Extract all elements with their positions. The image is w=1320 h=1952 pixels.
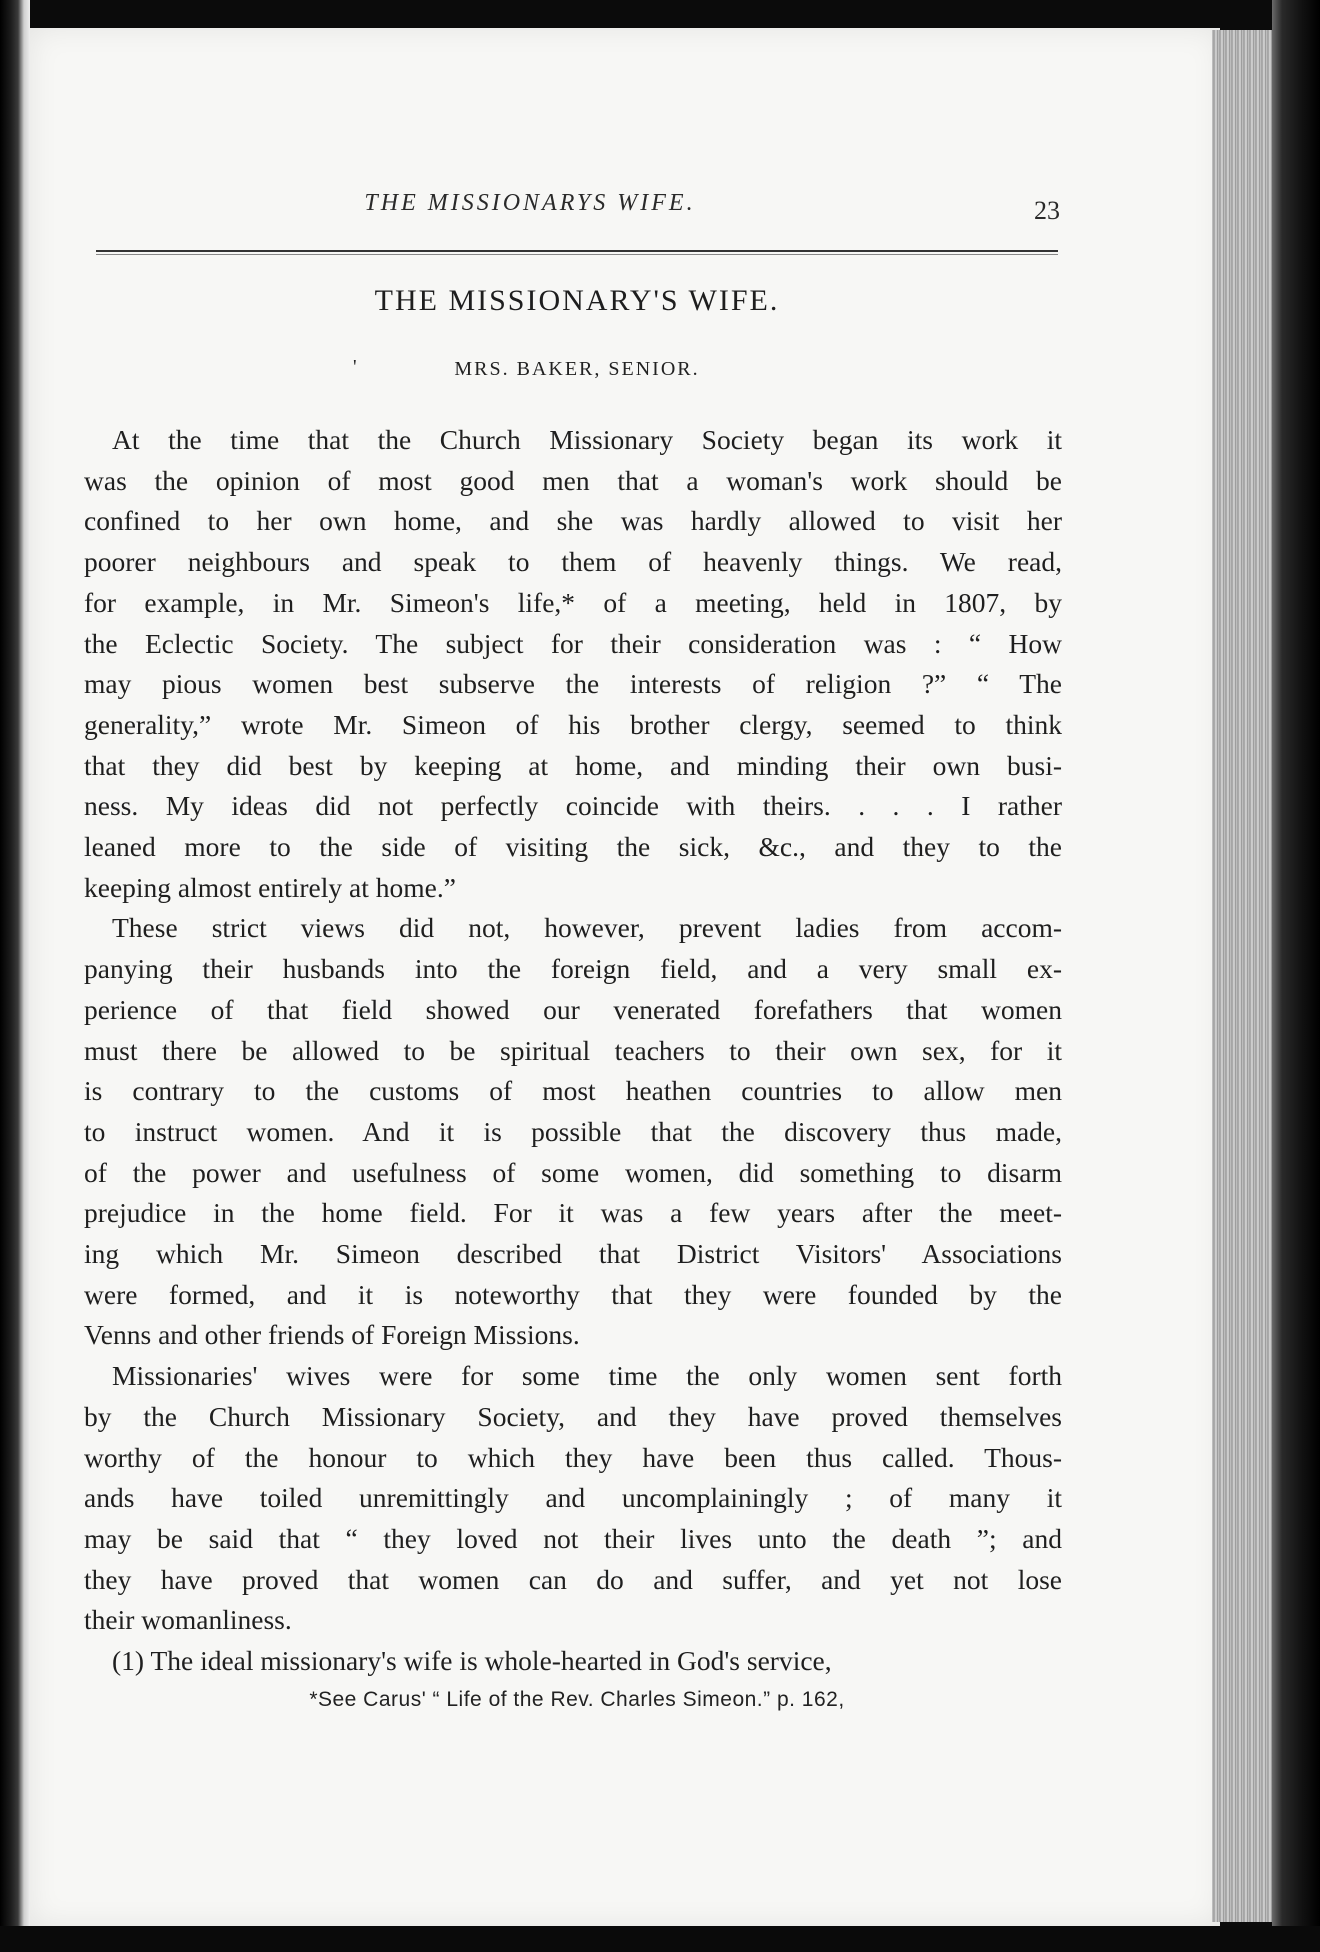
page-edges-right: [1212, 30, 1272, 1922]
book-binding-left: [0, 0, 30, 1952]
text-line: generality,” wrote Mr. Simeon of his brother clergy, seemed to think: [84, 708, 1062, 740]
text-line: were formed, and it is noteworthy that they were founded by the: [84, 1278, 1062, 1310]
body-text: [84, 420, 1062, 1682]
text-line: they have proved that women can do and suffer, and yet not lose: [84, 1563, 1062, 1595]
text-line: These strict views did not, however, prevent ladies from accom-: [112, 912, 1062, 944]
text-line: panying their husbands into the foreign field, and a very small ex-: [84, 953, 1062, 985]
text-line: Missionaries' wives were for some time the only women sent forth: [112, 1360, 1062, 1392]
footnote: *See Carus' “ Life of the Rev. Charles Simeon.” p. 162,: [309, 1688, 845, 1711]
text-line: by the Church Missionary Society, and they have proved themselves: [84, 1400, 1062, 1432]
text-line: At the time that the Church Missionary Society began its work it: [112, 424, 1062, 455]
text-line: ing which Mr. Simeon described that District Visitors' Associations: [84, 1238, 1062, 1270]
header-rule: [96, 250, 1058, 252]
text-line: keeping almost entirely at home.”: [84, 871, 456, 903]
paragraph: [84, 1356, 1062, 1641]
paragraph: [84, 908, 1062, 1356]
text-line: perience of that field showed our venerated forefathers that women: [84, 993, 1062, 1025]
text-line: ness. My ideas did not perfectly coincide with theirs. . . . I rather: [84, 790, 1062, 822]
scan-bottom-border: [0, 1926, 1320, 1952]
text-line: of the power and usefulness of some women, did something to disarm: [84, 1156, 1062, 1188]
paragraph: [84, 1641, 1062, 1682]
text-line: may be said that “ they loved not their lives unto the death ”; and: [84, 1522, 1062, 1554]
text-line: was the opinion of most good men that a woman's work should be: [84, 464, 1062, 496]
chapter-author: MRS. BAKER, SENIOR.: [454, 358, 700, 380]
text-line: may pious women best subserve the interests of religion ?” “ The: [84, 668, 1062, 700]
text-line: ands have toiled unremittingly and uncomplainingly ; of many it: [84, 1482, 1062, 1514]
text-line: that they did best by keeping at home, and minding their own busi-: [84, 749, 1062, 781]
text-line: (1) The ideal missionary's wife is whole-hearted in God's service,: [112, 1645, 832, 1677]
text-line: to instruct women. And it is possible that the discovery thus made,: [84, 1115, 1062, 1147]
text-line: confined to her own home, and she was hardly allowed to visit her: [84, 505, 1062, 537]
text-line: Venns and other friends of Foreign Missions.: [84, 1319, 580, 1351]
book-cover-right: [1272, 0, 1320, 1952]
text-line: prejudice in the home field. For it was a few years after the meet-: [84, 1197, 1062, 1229]
text-line: poorer neighbours and speak to them of heavenly things. We read,: [84, 546, 1062, 578]
page-number: 23: [1034, 196, 1060, 225]
running-head: THE MISSIONARYS WIFE.: [364, 190, 696, 216]
text-line: for example, in Mr. Simeon's life,* of a meeting, held in 1807, by: [84, 586, 1062, 618]
author-mark: ': [353, 356, 357, 378]
text-line: is contrary to the customs of most heathen countries to allow men: [84, 1075, 1062, 1107]
chapter-title: THE MISSIONARY'S WIFE.: [374, 284, 780, 317]
text-line: their womanliness.: [84, 1604, 292, 1636]
text-line: the Eclectic Society. The subject for their consideration was : “ How: [84, 627, 1062, 659]
paragraph: [84, 420, 1062, 908]
text-line: leaned more to the side of visiting the sick, &c., and they to the: [84, 831, 1062, 863]
text-line: must there be allowed to be spiritual teachers to their own sex, for it: [84, 1034, 1062, 1066]
text-line: worthy of the honour to which they have been thus called. Thous-: [84, 1441, 1062, 1473]
